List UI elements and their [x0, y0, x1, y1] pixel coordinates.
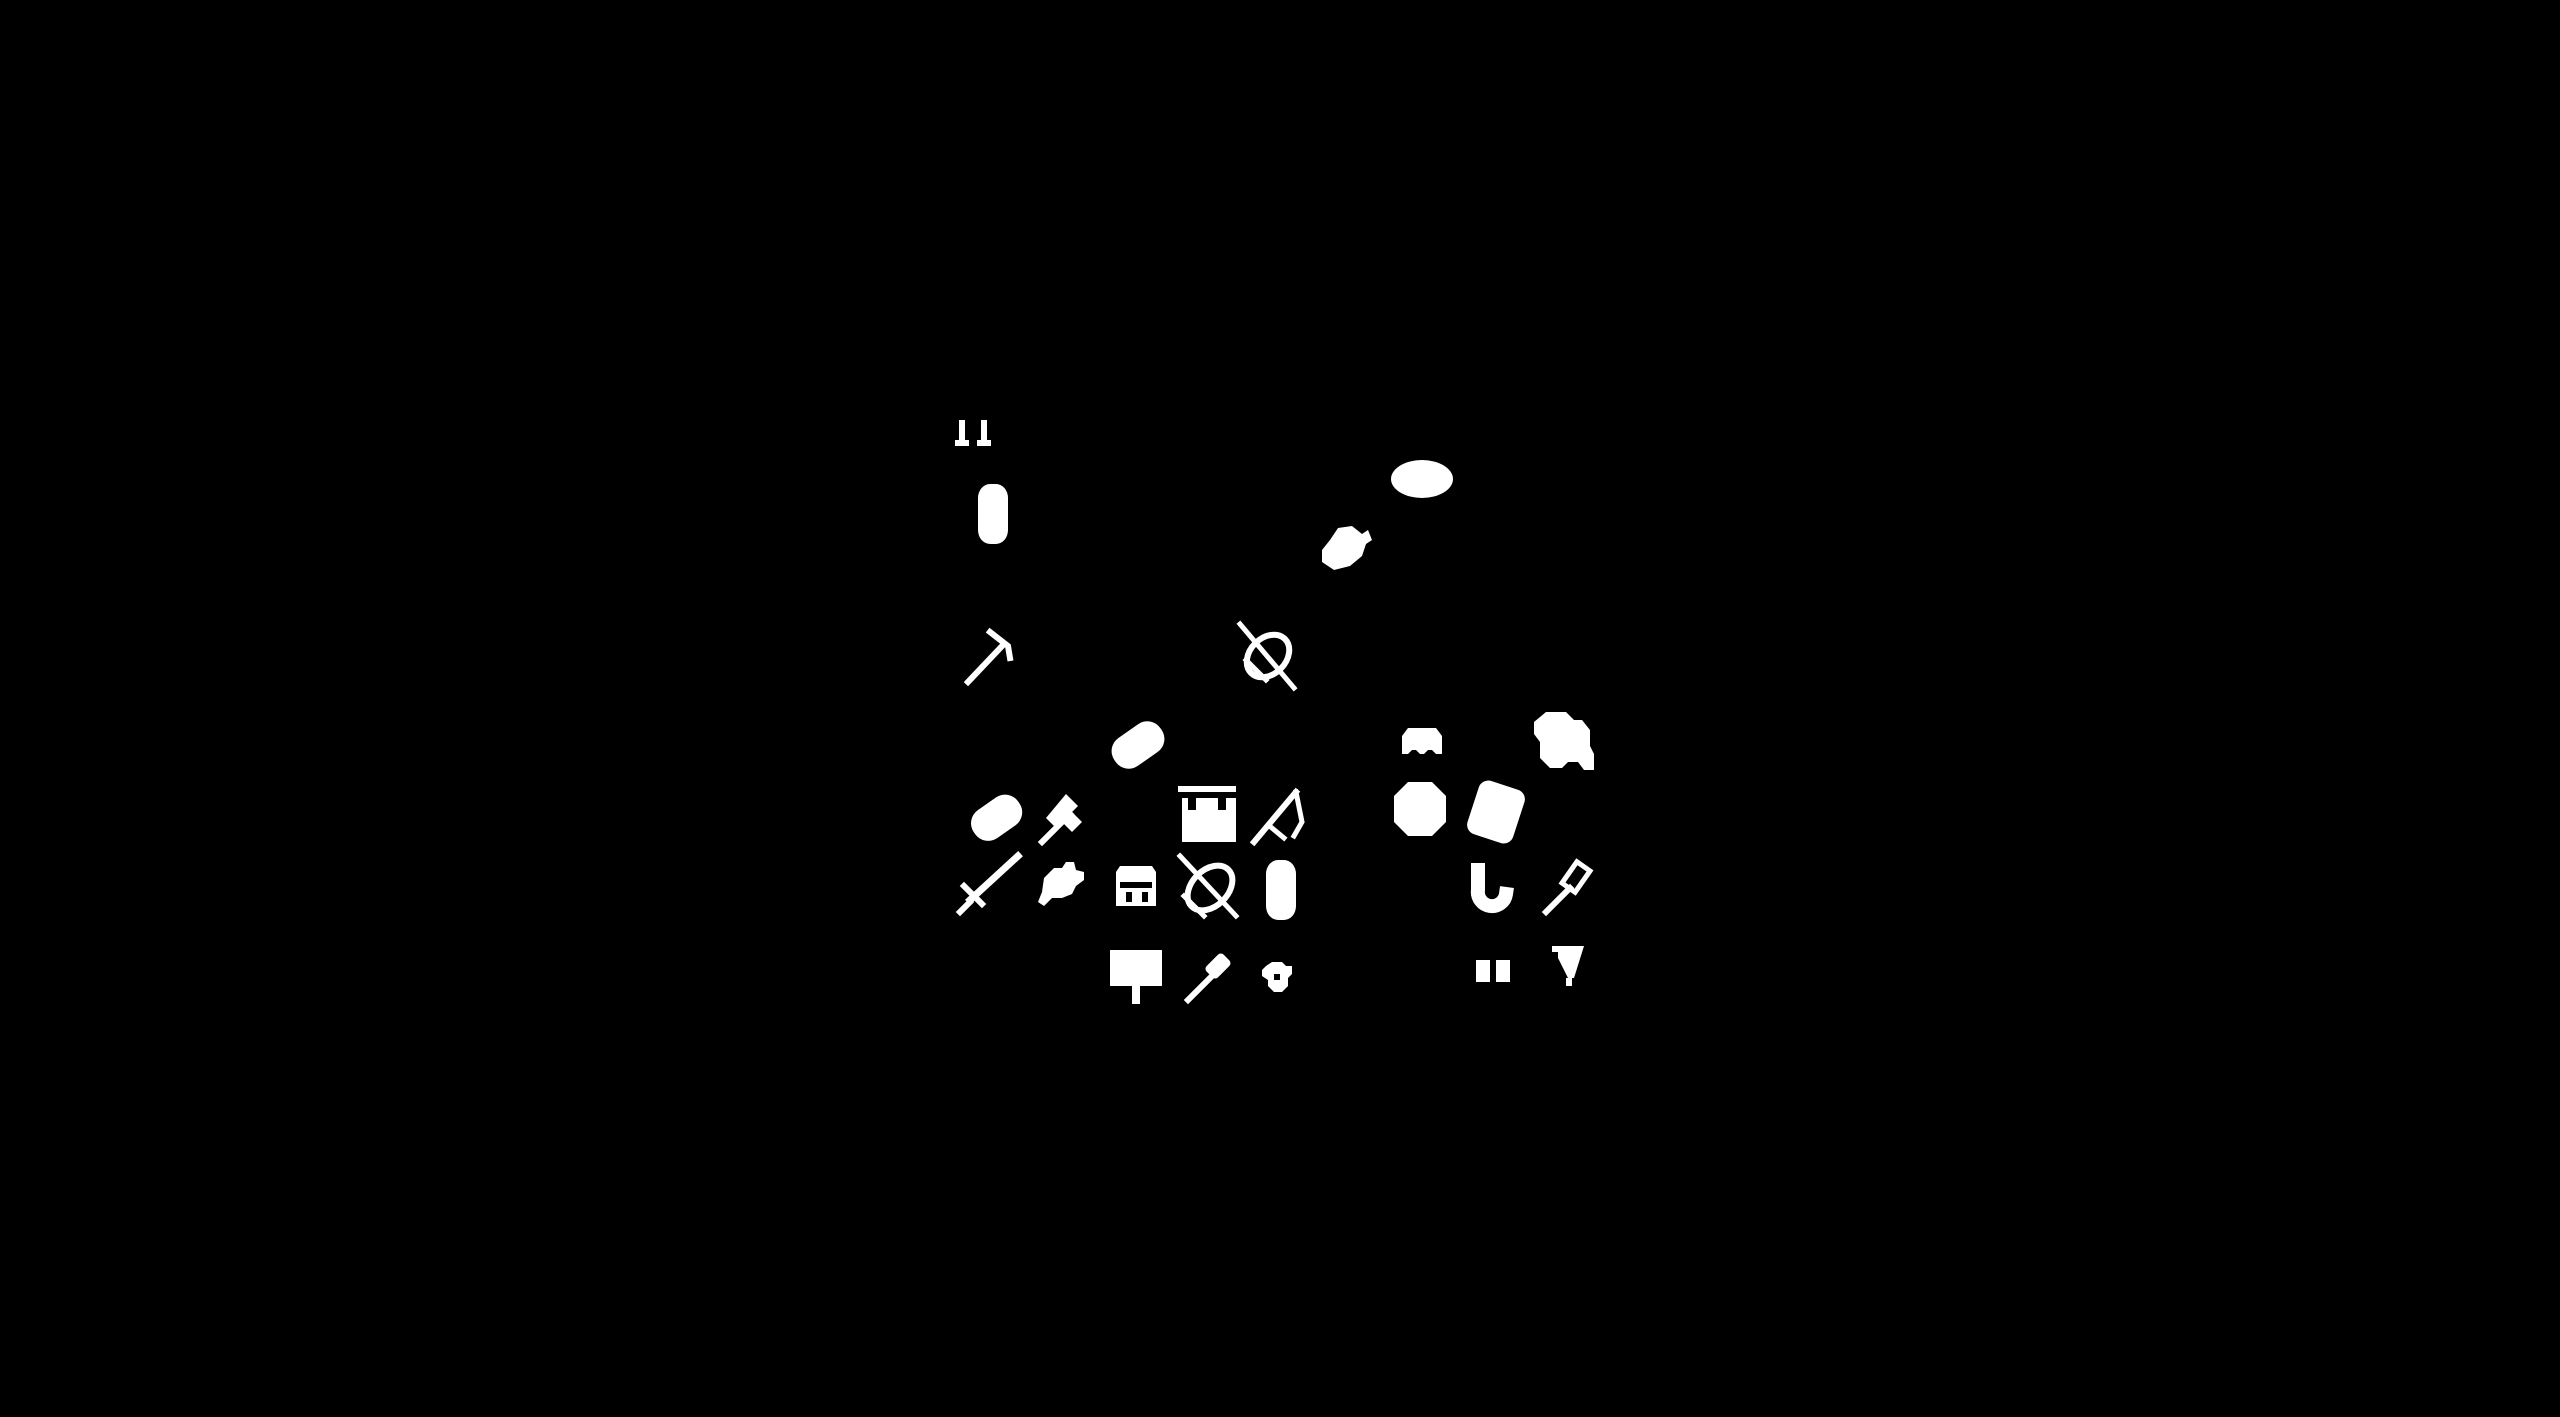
- hammer-icon[interactable]: [1546, 862, 1590, 912]
- bow-icon[interactable]: [1238, 624, 1297, 688]
- fish-icon[interactable]: [1038, 862, 1084, 906]
- pickaxe-icon[interactable]: [968, 632, 1010, 682]
- gloves-icon[interactable]: [1476, 960, 1510, 982]
- chest-icon[interactable]: [1178, 786, 1236, 842]
- ore-chunk-icon[interactable]: [1322, 526, 1372, 570]
- helmet-icon[interactable]: [1116, 866, 1156, 906]
- bow-alt-icon[interactable]: [1179, 856, 1241, 919]
- potion-vial-icon[interactable]: [978, 484, 1008, 544]
- stone-icon[interactable]: [1105, 715, 1170, 775]
- boulder-icon[interactable]: [1394, 782, 1446, 836]
- axe-icon[interactable]: [1042, 794, 1082, 842]
- hook-icon[interactable]: [1478, 870, 1506, 906]
- bread-roll-icon[interactable]: [1402, 728, 1442, 754]
- shovel-icon[interactable]: [1188, 952, 1232, 1000]
- boots-icon[interactable]: [955, 420, 991, 446]
- block-icon[interactable]: [1465, 778, 1528, 846]
- sign-icon[interactable]: [1110, 950, 1162, 1004]
- seed-icon[interactable]: [1262, 962, 1292, 992]
- fishing-rod-icon[interactable]: [1254, 792, 1302, 842]
- funnel-icon[interactable]: [1552, 946, 1584, 986]
- gem-oval-icon[interactable]: [1391, 460, 1453, 498]
- sword-icon[interactable]: [960, 856, 1018, 912]
- log-icon[interactable]: [965, 788, 1029, 847]
- capsule-icon[interactable]: [1266, 860, 1296, 920]
- cluster-icon[interactable]: [1534, 712, 1594, 770]
